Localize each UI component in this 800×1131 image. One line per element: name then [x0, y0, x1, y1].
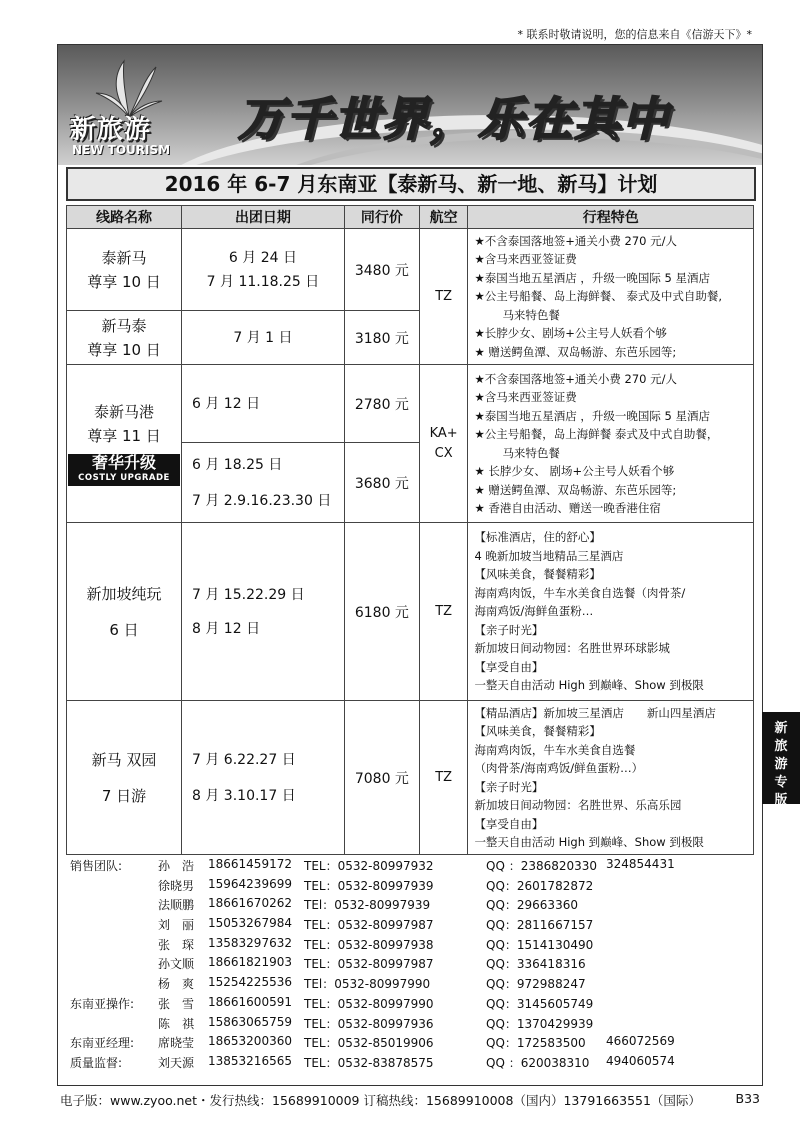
date-cell	[182, 523, 345, 701]
staff-mobile: 18661600591	[208, 994, 292, 1009]
staff-qq: QQ：336418316	[486, 957, 586, 972]
staff-row	[66, 995, 754, 1015]
depart-date: 7 月 2.9.16.23.30 日	[192, 492, 332, 509]
depart-date: 7 月 11.18.25 日	[206, 273, 320, 290]
slogan: 万千世界，乐在其中	[238, 92, 670, 146]
staff-row	[66, 916, 754, 936]
badge-text-cn: 奢华升级	[91, 453, 156, 472]
staff-qq: QQ：2601782872	[486, 878, 594, 893]
table-header-row	[67, 206, 754, 229]
staff-name: 孙文顺	[158, 957, 195, 972]
staff-dept: 质量监督:	[70, 1055, 123, 1070]
feature-line: 【标准酒店，住的舒心】	[474, 530, 601, 545]
table-row	[67, 229, 754, 311]
feature-line: ★泰国当地五星酒店 ，升级一晚国际 5 星酒店	[474, 270, 711, 285]
features-cell	[468, 701, 754, 855]
staff-qq: QQ ：2386820330	[486, 859, 598, 873]
side-tab-char: 版	[774, 793, 788, 808]
flyer-sheet	[57, 44, 763, 1086]
staff-tel: TEL：0532-83878575	[304, 1055, 434, 1070]
airline-code: KA+	[429, 425, 458, 441]
feature-line: 【风味美食，餐餐精彩】	[474, 724, 601, 738]
staff-tel: TEl：0532-80997990	[304, 977, 431, 992]
feature-line: ★含马来西亚签证费	[474, 252, 577, 267]
staff-name: 陈 祺	[158, 1016, 195, 1031]
staff-mobile: 18653200360	[208, 1034, 292, 1049]
staff-name: 孙 浩	[158, 859, 195, 873]
feature-line: ★泰国当地五星酒店 ，升级一晚国际 5 星酒店	[474, 408, 711, 423]
table-row	[67, 365, 754, 443]
staff-row	[66, 955, 754, 975]
feature-line: 【亲子时光】	[474, 622, 544, 637]
badge-text-en: COSTLY UPGRADE	[78, 473, 170, 483]
airline-cell: TZ	[419, 701, 468, 855]
feature-line: 4 晚新加坡当地精品三星酒店	[474, 548, 624, 563]
staff-name: 杨 爽	[158, 977, 195, 992]
staff-mobile: 15053267984	[208, 916, 292, 931]
logo-text-cn: 新旅游	[70, 115, 152, 145]
airline-cell: TZ	[419, 523, 468, 701]
feature-line: ★公主号船餐、岛上海鲜餐、 泰式及中式自助餐,	[474, 289, 723, 304]
staff-qq: QQ：972988247	[486, 977, 586, 992]
route-name: 新马泰	[101, 316, 147, 335]
staff-dept: 东南亚经理:	[70, 1036, 135, 1051]
page-title: 2016 年 6-7 月东南亚【泰新马、新一地、新马】计划	[66, 167, 756, 201]
side-tab-char: 游	[774, 757, 788, 772]
sales-contact-list	[66, 857, 754, 1074]
staff-qq-alt: 494060574	[606, 1053, 675, 1068]
route-duration: 尊享 11 日	[87, 427, 161, 445]
staff-name: 刘 丽	[158, 918, 195, 933]
staff-row	[66, 877, 754, 897]
staff-qq-alt: 466072569	[606, 1034, 675, 1049]
route-name-cell	[67, 311, 182, 365]
staff-tel: TEL：0532-80997990	[304, 996, 434, 1011]
staff-name: 张 琛	[158, 937, 195, 952]
route-name: 新加坡纯玩	[86, 584, 162, 603]
date-cell: 7 月 1 日	[182, 311, 345, 365]
banner	[58, 45, 762, 165]
staff-qq: QQ：1514130490	[486, 937, 594, 952]
feature-line: ★ 赠送鳄鱼潭、双岛畅游、东芭乐园等;	[474, 344, 677, 359]
staff-mobile: 18661670262	[208, 896, 292, 911]
staff-row	[66, 1015, 754, 1035]
header-route-name: 线路名称	[67, 206, 182, 229]
staff-tel: TEL：0532-80997932	[304, 859, 434, 873]
staff-qq: QQ：3145605749	[486, 996, 594, 1011]
staff-name: 刘天源	[158, 1055, 195, 1070]
staff-qq: QQ：1370429939	[486, 1016, 594, 1031]
staff-mobile: 18661821903	[208, 955, 292, 970]
table-row	[67, 523, 754, 701]
feature-line: 马来特色餐	[502, 445, 560, 460]
feature-line: ★不含泰国落地签+通关小费 270 元/人	[474, 233, 678, 248]
itinerary-table	[66, 205, 754, 855]
depart-date: 6 月 24 日	[228, 249, 297, 266]
depart-date: 7 月 15.22.29 日	[192, 586, 305, 603]
staff-tel: TEL：0532-80997938	[304, 937, 434, 952]
feature-line: ★不含泰国落地签+通关小费 270 元/人	[474, 371, 678, 386]
staff-name: 徐晓男	[158, 878, 195, 893]
price-cell: 3680 元	[344, 443, 419, 523]
staff-dept: 东南亚操作:	[70, 996, 135, 1011]
staff-mobile: 13583297632	[208, 935, 292, 950]
feature-line: 【享受自由】	[474, 816, 544, 831]
features-cell	[468, 365, 754, 523]
staff-qq: QQ ：620038310	[486, 1055, 590, 1070]
staff-qq: QQ：29663360	[486, 898, 578, 913]
header-features: 行程特色	[468, 206, 754, 229]
feature-line: 海南鸡肉饭，牛车水美食自选餐	[474, 742, 636, 757]
feature-line: 【精品酒店】新加坡三星酒店 新山四星酒店	[474, 705, 716, 720]
date-cell	[182, 229, 345, 311]
header-depart-date: 出团日期	[182, 206, 345, 229]
depart-date: 7 月 6.22.27 日	[192, 751, 296, 768]
staff-row	[66, 1034, 754, 1054]
feature-line: 海南鸡饭/海鲜鱼蛋粉…	[474, 604, 594, 619]
staff-mobile: 13853216565	[208, 1053, 292, 1068]
airline-code: CX	[434, 445, 453, 461]
airline-cell: TZ	[419, 229, 468, 365]
features-cell	[468, 229, 754, 365]
footer-hotlines: 电子版：www.zyoo.net・发行热线：15689910009 订稿热线：15689910008（国内）13791663551（国际）	[60, 1093, 701, 1108]
staff-mobile: 15863065759	[208, 1014, 292, 1029]
feature-line: 新加坡日间动物园：名胜世界环球影城	[474, 641, 670, 656]
depart-date: 8 月 3.10.17 日	[192, 787, 296, 804]
price-cell: 3180 元	[344, 311, 419, 365]
section-side-tab	[762, 712, 800, 808]
route-name-cell	[67, 523, 182, 701]
staff-row	[66, 857, 754, 877]
route-duration: 尊享 10 日	[87, 272, 161, 291]
staff-name: 张 雪	[158, 996, 195, 1011]
depart-date: 8 月 12 日	[192, 620, 261, 637]
page-number: B33	[735, 1091, 760, 1106]
date-cell	[182, 701, 345, 855]
feature-line: ★ 香港自由活动、赠送一晚香港住宿	[474, 501, 661, 515]
route-duration: 6 日	[109, 620, 139, 639]
upgrade-badge	[68, 454, 180, 486]
side-tab-char: 新	[774, 721, 788, 736]
route-duration: 尊享 10 日	[87, 340, 161, 359]
staff-tel: TEL：0532-80997987	[304, 957, 434, 972]
feature-line: 一整天自由活动 High 到巅峰、Show 到极限	[474, 835, 704, 849]
feature-line: ★公主号船餐，岛上海鲜餐 泰式及中式自助餐，	[474, 427, 719, 441]
price-cell: 3480 元	[344, 229, 419, 311]
feature-line: 海南鸡肉饭，牛车水美食自选餐（肉骨茶/	[474, 585, 686, 600]
staff-qq-alt: 324854431	[606, 857, 675, 871]
contact-note: * 联系时敬请说明，您的信息来自《信游天下》*	[517, 28, 752, 41]
staff-row	[66, 896, 754, 916]
feature-line: 【风味美食，餐餐精彩】	[474, 567, 601, 582]
feature-line: ★长脖少女、剧场+公主号人妖看个够	[474, 326, 667, 341]
staff-dept: 销售团队:	[70, 859, 123, 873]
feature-line: 【亲子时光】	[474, 779, 544, 794]
feature-line: 马来特色餐	[502, 307, 560, 322]
price-cell: 6180 元	[344, 523, 419, 701]
staff-tel: TEL：0532-80997936	[304, 1016, 434, 1031]
route-name-cell	[67, 701, 182, 855]
price-cell: 7080 元	[344, 701, 419, 855]
features-cell	[468, 523, 754, 701]
side-tab-char: 专	[774, 775, 788, 790]
price-cell: 2780 元	[344, 365, 419, 443]
side-tab-char: 旅	[774, 739, 788, 754]
airline-cell	[419, 365, 468, 523]
date-cell	[182, 443, 345, 523]
feature-line: 新加坡日间动物园：名胜世界、乐高乐园	[474, 798, 682, 812]
staff-row	[66, 936, 754, 956]
staff-mobile: 15254225536	[208, 975, 292, 990]
route-name-cell	[67, 365, 182, 523]
staff-name: 法顺鹏	[158, 898, 195, 913]
feature-line: ★ 赠送鳄鱼潭、双岛畅游、东芭乐园等;	[474, 482, 677, 497]
staff-tel: TEL：0532-85019906	[304, 1036, 434, 1051]
route-duration: 7 日游	[101, 786, 147, 805]
table-row	[67, 701, 754, 855]
route-name-cell	[67, 229, 182, 311]
feature-line: 一整天自由活动 High 到巅峰、Show 到极限	[474, 678, 704, 693]
date-cell: 6 月 12 日	[182, 365, 345, 443]
feature-line: 【享受自由】	[474, 659, 544, 674]
route-name: 泰新马港	[93, 403, 154, 421]
header-price: 同行价	[344, 206, 419, 229]
route-name: 新马 双园	[91, 750, 157, 769]
staff-row	[66, 1054, 754, 1074]
staff-mobile: 18661459172	[208, 857, 292, 871]
footer	[60, 1091, 760, 1109]
feature-line: （肉骨茶/海南鸡饭/鲜鱼蛋粉…）	[474, 761, 644, 775]
staff-tel: TEL：0532-80997939	[304, 878, 434, 893]
logo-text-en: NEW TOURISM	[72, 143, 171, 157]
staff-row	[66, 975, 754, 995]
header-airline: 航空	[419, 206, 468, 229]
staff-tel: TEl：0532-80997939	[304, 898, 431, 913]
staff-name: 席晓莹	[158, 1036, 195, 1051]
staff-mobile: 15964239699	[208, 876, 292, 891]
feature-line: ★ 长脖少女、 剧场+公主号人妖看个够	[474, 464, 675, 478]
staff-qq: QQ：172583500	[486, 1036, 586, 1051]
staff-tel: TEL：0532-80997987	[304, 918, 434, 933]
depart-date: 6 月 18.25 日	[192, 456, 283, 473]
route-name: 泰新马	[101, 248, 147, 267]
staff-qq: QQ：2811667157	[486, 918, 594, 933]
feature-line: ★含马来西亚签证费	[474, 390, 577, 404]
